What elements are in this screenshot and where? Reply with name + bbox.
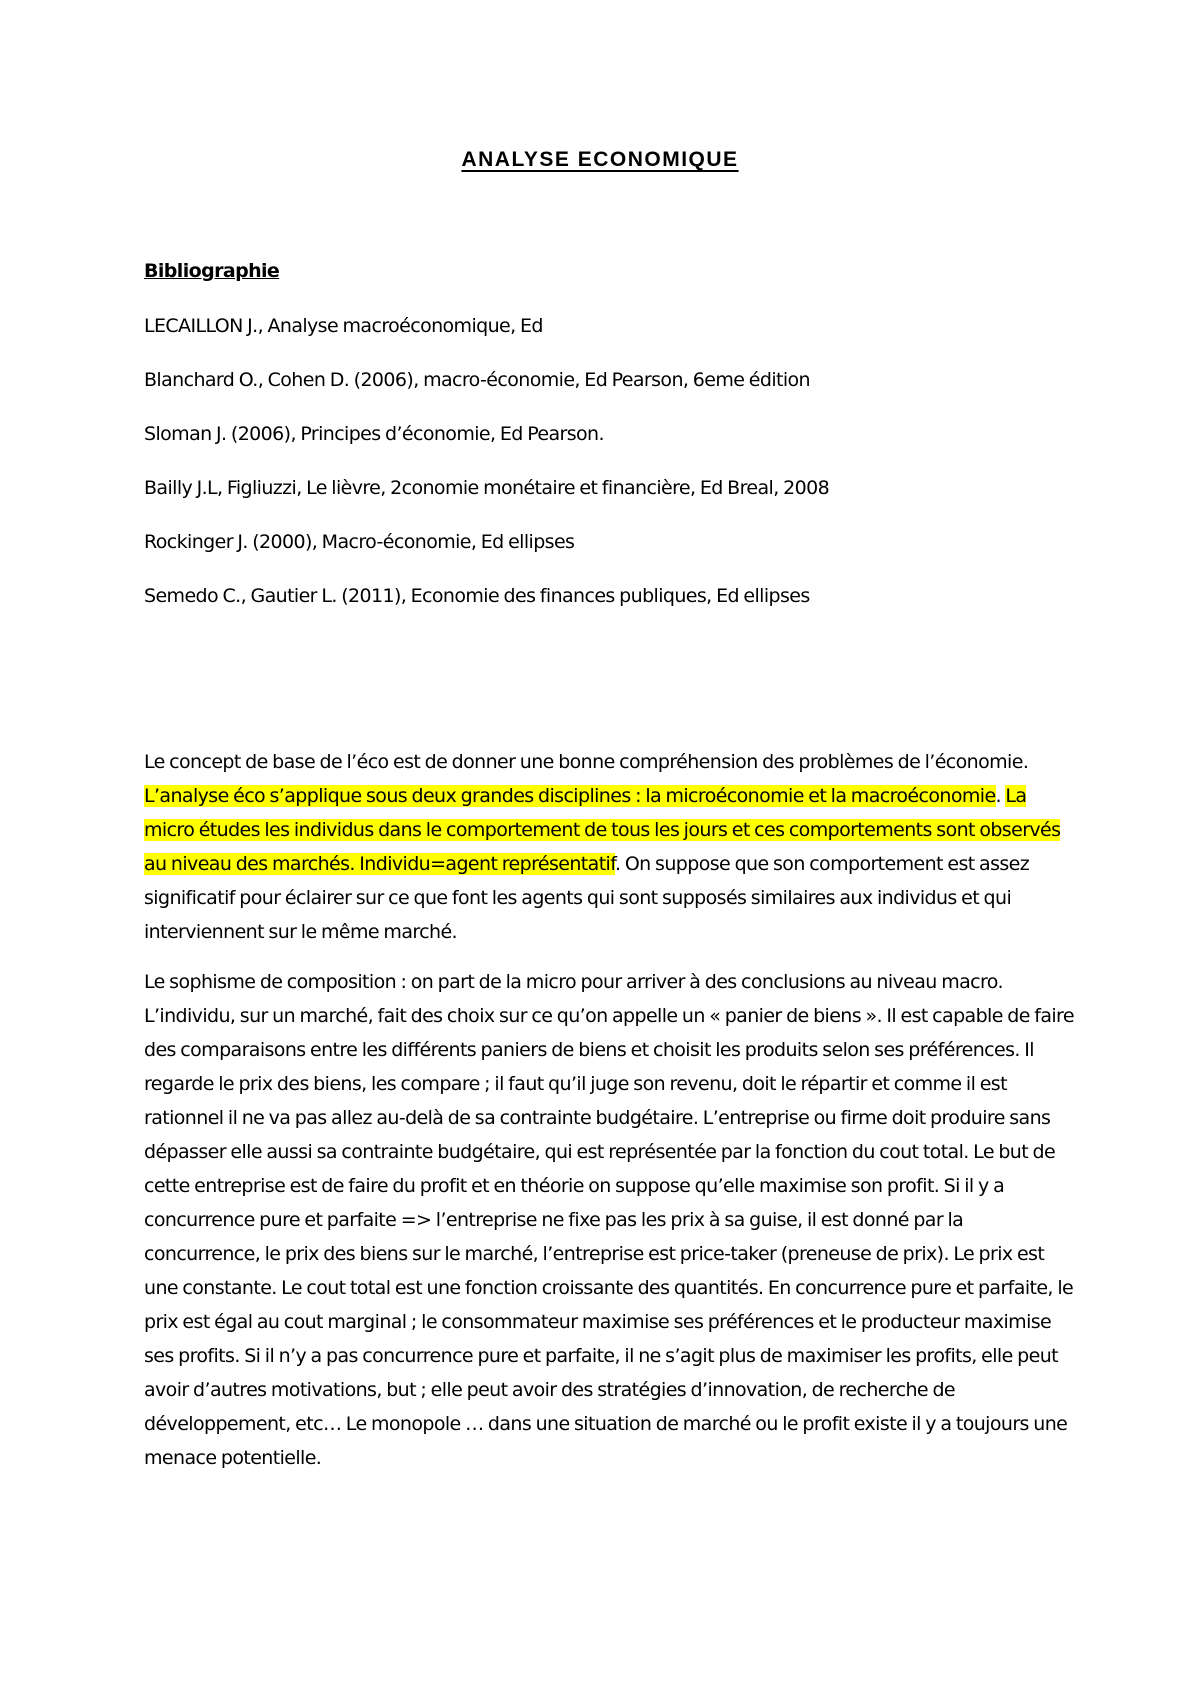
highlighted-text: L’analyse éco s’applique sous deux grandes disciplines : la microéconomie et la macroéconomie: [144, 785, 996, 807]
paragraph-text: .: [995, 785, 1006, 807]
paragraph-text: . On suppose que son comportement est assez significatif pour éclairer sur ce que font les agents qui sont supposés similaires aux individus et qui interviennent sur le même marché.: [144, 853, 1030, 943]
highlighted-text: La micro études les individus dans le comportement de tous les jours et ces comportements sont observés au niveau des marchés. Individu=agent représentatif: [144, 785, 1061, 875]
bibliography-entry: Bailly J.L, Figliuzzi, Le lièvre, 2conomie monétaire et financière, Ed Breal, 2008: [144, 477, 830, 499]
bibliography-list: [144, 313, 829, 637]
bibliography-entry: Blanchard O., Cohen D. (2006), macro-économie, Ed Pearson, 6eme édition: [144, 369, 811, 391]
paragraph-sophisme: Le sophisme de composition : on part de la micro pour arriver à des conclusions au niveau macro. L’individu, sur un marché, fait des choix sur ce qu’on appelle un « panier de biens ». Il est capable de faire des comparaisons entre les différents paniers de biens et choisit les produits selon ses préférences. Il regarde le prix des biens, les compare ; il faut qu’il juge son revenu, doit le répartir et comme il est rationnel il ne va pas allez au-delà de sa contrainte budgétaire. L’entreprise ou firme doit produire sans dépasser elle aussi sa contrainte budgétaire, qui est représentée par la fonction du cout total. Le but de cette entreprise est de faire du profit et en théorie on suppose qu’elle maximise son profit. Si il y a concurrence pure et parfaite => l’entreprise ne fixe pas les prix à sa guise, il est donné par la concurrence, le prix des biens sur le marché, l’entreprise est price-taker (preneuse de prix). Le prix est une constante. Le cout total est une fonction croissante des quantités. En concurrence pure et parfaite, le prix est égal au cout marginal ; le consommateur maximise ses préférences et le producteur maximise ses profits. Si il n’y a pas concurrence pure et parfaite, il ne s’agit plus de maximiser les profits, elle peut avoir d’autres motivations, but ; elle peut avoir des stratégies d’innovation, de recherche de développement, etc… Le monopole … dans une situation de marché ou le profit existe il y a toujours une menace potentielle.: [144, 971, 1074, 1469]
paragraph-text: Le concept de base de l’éco est de donner une bonne compréhension des problèmes de l’économie.: [144, 751, 1029, 773]
bibliography-heading: Bibliographie: [144, 260, 280, 282]
bibliography-entry: Sloman J. (2006), Principes d’économie, Ed Pearson.: [144, 423, 604, 445]
paragraph-introduction: [144, 745, 1074, 949]
bibliography-entry: Semedo C., Gautier L. (2011), Economie des finances publiques, Ed ellipses: [144, 585, 810, 607]
bibliography-entry: LECAILLON J., Analyse macroéconomique, Ed: [144, 315, 543, 337]
bibliography-entry: Rockinger J. (2000), Macro-économie, Ed ellipses: [144, 531, 575, 553]
document-title: ANALYSE ECONOMIQUE: [461, 148, 739, 171]
